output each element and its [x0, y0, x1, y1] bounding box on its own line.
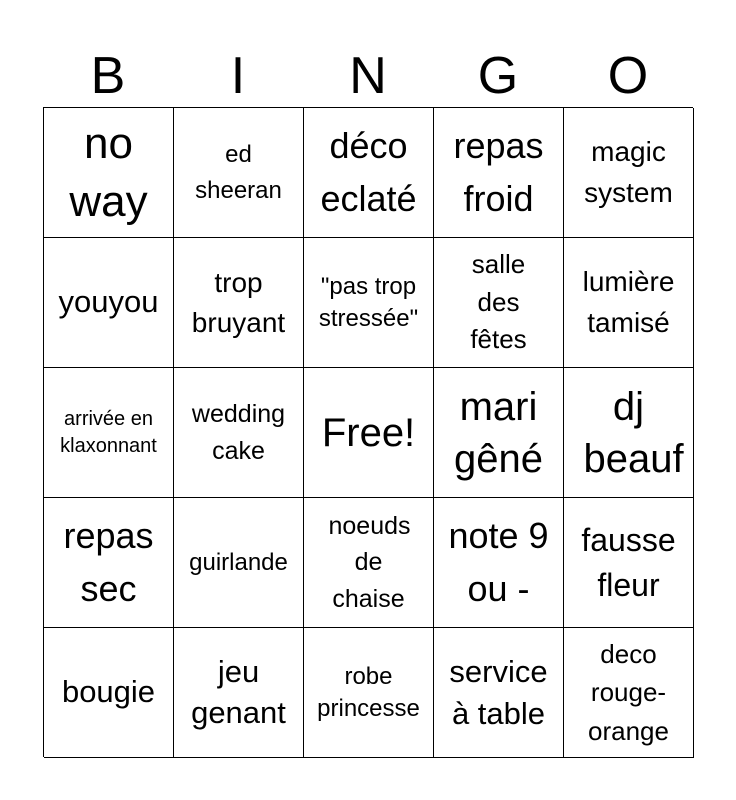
bingo-cell-r5-c3[interactable]	[304, 628, 434, 758]
bingo-cell-r2-c5[interactable]	[564, 238, 694, 368]
bingo-cell-r2-c1[interactable]	[44, 238, 174, 368]
bingo-cell-r1-c4[interactable]	[434, 108, 564, 238]
cell-label: trop bruyant	[191, 267, 286, 338]
bingo-cell-r3-c5[interactable]	[564, 368, 694, 498]
bingo-board	[43, 107, 693, 757]
cell-label: youyou	[58, 284, 159, 320]
bingo-header	[43, 44, 693, 108]
header-letter-i: I	[230, 47, 246, 105]
cell-label: lumière tamisé	[582, 265, 675, 338]
cell-label: robe princesse	[317, 663, 420, 722]
bingo-cell-r5-c4[interactable]	[434, 628, 564, 758]
bingo-cell-r3-c3[interactable]	[304, 368, 434, 498]
cell-label: deco rouge-orange	[588, 638, 669, 746]
bingo-cell-r1-c1[interactable]	[44, 108, 174, 238]
cell-label: note 9 ou -	[448, 515, 549, 609]
cell-label: repas sec	[63, 515, 154, 609]
cell-label: Free!	[321, 410, 416, 455]
cell-label: bougie	[61, 674, 156, 710]
cell-label: magic system	[584, 135, 673, 208]
cell-label: ed sheeran	[195, 140, 282, 204]
bingo-cell-r5-c2[interactable]	[174, 628, 304, 758]
cell-label: jeu genant	[191, 654, 286, 730]
cell-label: guirlande	[189, 548, 288, 576]
bingo-cell-r2-c3[interactable]	[304, 238, 434, 368]
cell-label: no way	[69, 119, 148, 226]
bingo-cell-r4-c3[interactable]	[304, 498, 434, 628]
header-letter-g: G	[477, 47, 519, 105]
bingo-cell-r4-c4[interactable]	[434, 498, 564, 628]
cell-label: dj beauf	[583, 384, 684, 481]
cell-label: repas froid	[453, 125, 544, 219]
bingo-cell-r2-c2[interactable]	[174, 238, 304, 368]
bingo-cell-r2-c4[interactable]	[434, 238, 564, 368]
bingo-cell-r3-c1[interactable]	[44, 368, 174, 498]
cell-label: arrivée en klaxonnant	[60, 407, 157, 457]
bingo-cell-r3-c2[interactable]	[174, 368, 304, 498]
bingo-cell-r4-c1[interactable]	[44, 498, 174, 628]
cell-label: noeuds de chaise	[328, 512, 411, 613]
header-letter-n: N	[349, 47, 387, 105]
bingo-cell-r3-c4[interactable]	[434, 368, 564, 498]
cell-label: "pas trop stressée"	[318, 273, 419, 332]
bingo-cell-r4-c2[interactable]	[174, 498, 304, 628]
cell-label: wedding cake	[191, 400, 286, 465]
cell-label: salle des fêtes	[470, 248, 527, 355]
bingo-cell-r5-c5[interactable]	[564, 628, 694, 758]
cell-label: déco eclaté	[320, 125, 417, 219]
bingo-cell-r1-c5[interactable]	[564, 108, 694, 238]
bingo-cell-r1-c3[interactable]	[304, 108, 434, 238]
cell-label: fausse fleur	[581, 521, 676, 603]
cell-label: mari gêné	[454, 384, 543, 481]
header-letter-o: O	[607, 47, 649, 105]
bingo-cell-r1-c2[interactable]	[174, 108, 304, 238]
bingo-cell-r4-c5[interactable]	[564, 498, 694, 628]
cell-label: service à table	[449, 653, 548, 731]
header-letter-b: B	[90, 47, 126, 105]
bingo-cell-r5-c1[interactable]	[44, 628, 174, 758]
